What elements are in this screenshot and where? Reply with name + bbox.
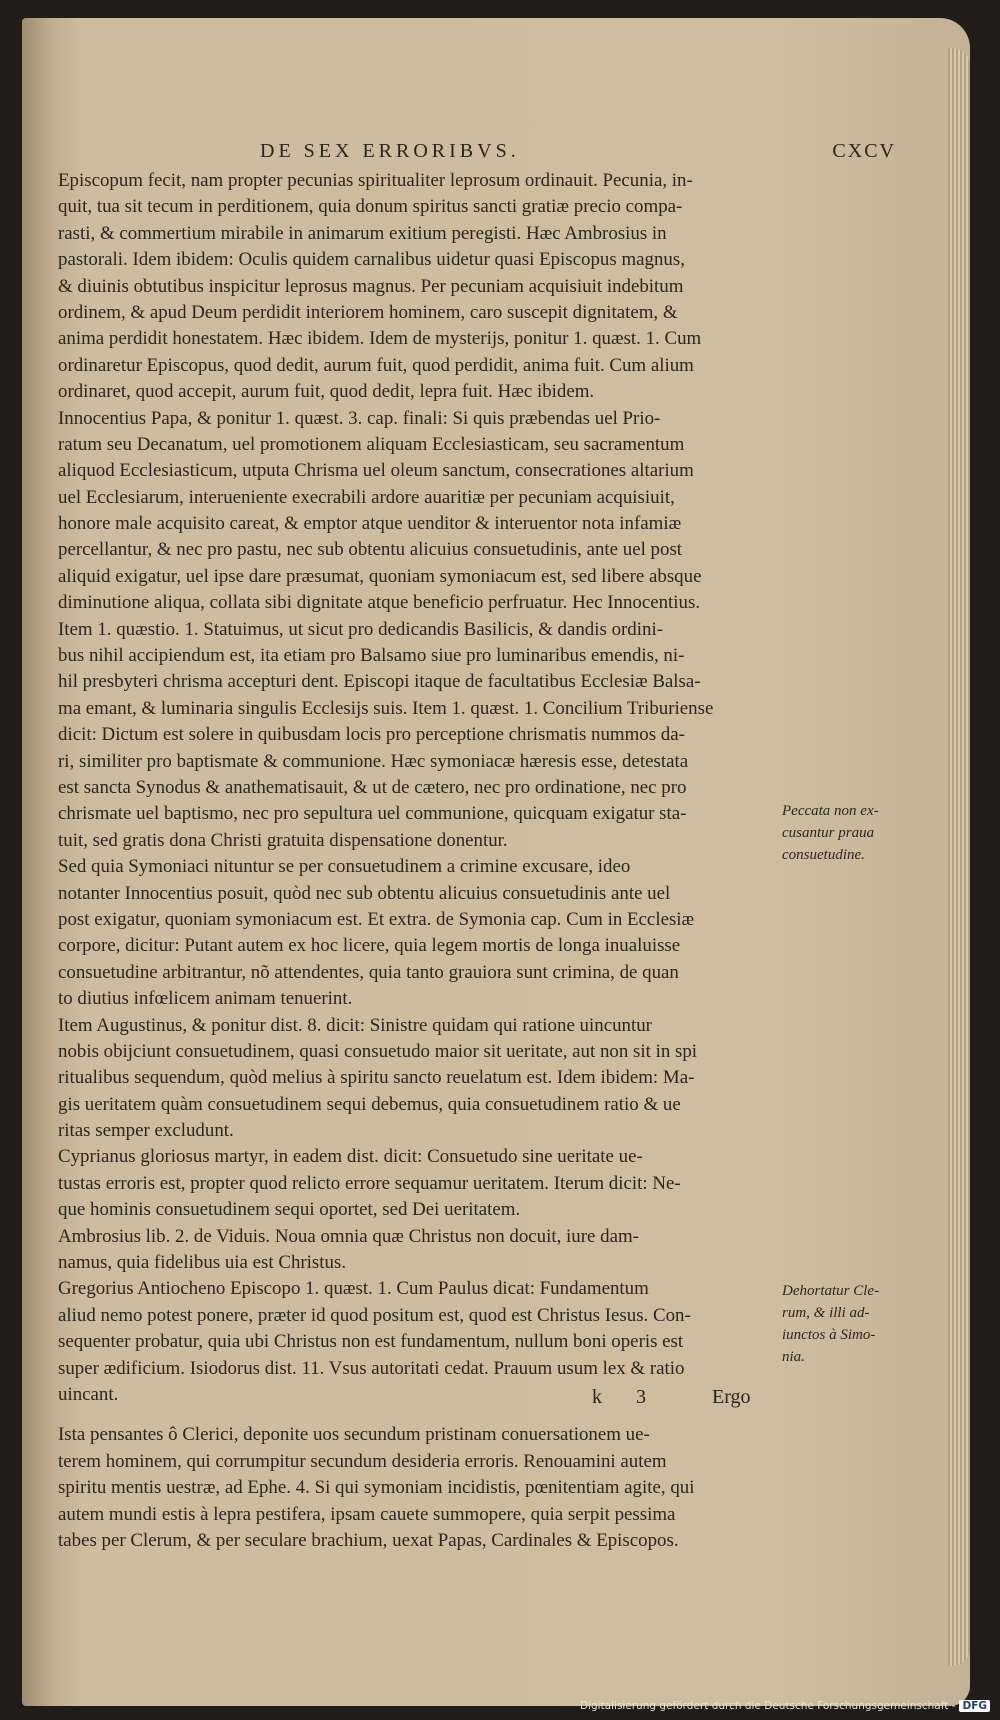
text-line: que hominis consuetudinem sequi oportet, sed Dei ueritatem. — [58, 1199, 521, 1221]
text-line: corpore, dicitur: Putant autem ex hoc licere, quia legem mortis de longa inualuisse — [58, 935, 681, 957]
text-line: ordinaretur Episcopus, quod dedit, aurum fuit, quod perdidit, anima fuit. Cum alium — [58, 354, 694, 376]
text-line: Episcopum fecit, nam propter pecunias spiritualiter leprosum ordinauit. Pecunia, in- — [58, 170, 693, 191]
text-line: Gregorius Antiocheno Episcopo 1. quæst. 1. Cum Paulus dicat: Fundamentum — [58, 1278, 649, 1300]
margin-note-line: Peccata non ex- — [782, 803, 879, 819]
main-text-block — [58, 168, 778, 1554]
text-line: ordinaret, quod accepit, aurum fuit, quod dedit, lepra fuit. Hæc ibidem. — [58, 381, 595, 403]
text-line: ratum seu Decanatum, uel promotionem aliquam Ecclesiasticam, seu sacramentum — [58, 433, 685, 455]
text-line: consuetudine arbitrantur, nõ attendentes, quia tanto grauiora sunt crimina, de quan — [58, 961, 679, 983]
text-line: ma emant, & luminaria singulis Ecclesijs suis. Item 1. quæst. 1. Concilium Triburiense — [58, 697, 714, 719]
text-line: Ista pensantes ô Clerici, deponite uos secundum pristinam conuersationem ue- — [58, 1424, 650, 1446]
text-line: ritas semper excludunt. — [58, 1120, 234, 1142]
text-line: spiritu mentis uestræ, ad Ephe. 4. Si qui symoniam incidistis, pœnitentiam agite, qui — [58, 1477, 695, 1499]
text-line: tabes per Clerum, & per seculare brachium, uexat Papas, Cardinales & Episcopos. — [58, 1529, 679, 1551]
text-line: Innocentius Papa, & ponitur 1. quæst. 3. cap. finali: Si quis præbendas uel Prio- — [58, 407, 661, 429]
signature-mark: k — [592, 1386, 602, 1408]
margin-note-line: cusantur praua — [782, 825, 875, 841]
text-line: diminutione aliqua, collata sibi dignitate atque beneficio perfruatur. Hec Innocentius. — [58, 592, 701, 614]
text-line: sequenter probatur, quia ubi Christus non est fundamentum, nullum boni operis est — [58, 1331, 684, 1353]
text-line: uincant. — [58, 1383, 119, 1405]
text-line: est sancta Synodus & anathematisauit, & ut de cætero, nec pro ordinatione, nec pro — [58, 776, 687, 798]
text-line: Cyprianus gloriosus martyr, in eadem dist. dicit: Consuetudo sine ueritate ue- — [58, 1146, 643, 1168]
text-line: ordinem, & apud Deum perdidit interiorem hominem, caro suscepit dignitatem, & — [58, 301, 678, 323]
text-line: chrismate uel baptismo, nec pro sepultura uel communione, quicquam exigatur sta- — [58, 803, 687, 825]
text-line: tuit, sed gratis dona Christi gratuita dispensatione donentur. — [58, 829, 508, 851]
page-edge — [948, 48, 970, 1666]
dfg-logo: DFG — [959, 1700, 990, 1712]
footer-text: Digitalisierung gefördert durch die Deutsche Forschungsgemeinschaft - — [579, 1700, 956, 1712]
text-line: aliquod Ecclesiasticum, utputa Chrisma uel oleum sanctum, consecrationes altarium — [58, 460, 694, 482]
text-line: honore male acquisito careat, & emptor atque uenditor & interuentor nota infamiæ — [58, 513, 682, 535]
text-line: gis ueritatem quàm consuetudinem sequi debemus, quia consuetudinem ratio & ue — [58, 1093, 681, 1115]
text-line: aliud nemo potest ponere, præter id quod positum est, quod est Christus Iesus. Con- — [58, 1304, 691, 1326]
signature-number: 3 — [636, 1386, 646, 1408]
text-line: percellantur, & nec pro pastu, nec sub obtentu alicuius consuetudinis, ante uel post — [58, 539, 683, 561]
text-line: nobis obijciunt consuetudinem, quasi consuetudo maior sit ueritate, aut non sit in spi — [58, 1040, 698, 1062]
text-line: ritualibus sequendum, quòd melius à spiritu sancto reuelatum est. Idem ibidem: Ma- — [58, 1067, 695, 1089]
text-line: dicit: Dictum est solere in quibusdam locis pro perceptione chrismatis nummos da- — [58, 724, 685, 746]
text-line: tustas erroris est, propter quod relicto errore sequamur ueritatem. Iterum dicit: Ne- — [58, 1172, 681, 1194]
running-title: DE SEX ERRORIBVS. — [260, 140, 520, 162]
text-line: rasti, & commertium mirabile in animarum exitium peregisti. Hæc Ambrosius in — [58, 222, 667, 244]
text-line: anima perdidit honestatem. Hæc ibidem. Idem de mysterijs, ponitur 1. quæst. 1. Cum — [58, 328, 702, 350]
margin-note-line: iunctos à Simo- — [782, 1327, 876, 1343]
margin-note-line: nia. — [782, 1349, 805, 1365]
text-line: bus nihil accipiendum est, ita etiam pro Balsamo siue pro luminaribus emendis, ni- — [58, 645, 685, 667]
text-line: Item Augustinus, & ponitur dist. 8. dicit: Sinistre quidam qui ratione uincuntur — [58, 1014, 652, 1036]
book-page — [22, 18, 970, 1706]
text-line: terem hominem, qui corrumpitur secundum desideria erroris. Renouamini autem — [58, 1450, 667, 1472]
margin-note-line: consuetudine. — [782, 847, 865, 863]
text-line: uel Ecclesiarum, interueniente execrabili ardore auaritiæ per pecuniam acquisiuit, — [58, 486, 675, 508]
margin-note-line: Dehortatur Cle- — [782, 1283, 880, 1299]
text-line: aliquid exigatur, uel ipse dare præsumat, quoniam symoniacum est, sed libere absque — [58, 565, 702, 587]
paragraph-gap — [58, 1408, 778, 1422]
text-line: Sed quia Symoniaci nituntur se per consuetudinem a crimine excusare, ideo — [58, 856, 631, 878]
folio-number: CXCV — [832, 140, 896, 162]
text-line: ri, similiter pro baptismate & communione. Hæc symoniacæ hæresis esse, detestata — [58, 750, 689, 772]
margin-note-2 — [782, 1280, 912, 1368]
digitization-footer — [0, 1700, 990, 1720]
text-line: post exigatur, quoniam symoniacum est. Et extra. de Symonia cap. Cum in Ecclesiæ — [58, 908, 695, 930]
text-line: quit, tua sit tecum in perditionem, quia donum spiritus sancti gratiæ precio compa- — [58, 196, 683, 218]
text-line: pastorali. Idem ibidem: Oculis quidem carnalibus uidetur quasi Episcopus magnus, — [58, 249, 685, 271]
text-line: to diutius infœlicem animam tenuerint. — [58, 988, 353, 1010]
text-line: & diuinis obtutibus inspicitur leprosus magnus. Per pecuniam acquisiuit indebitum — [58, 275, 684, 297]
catchword: Ergo — [712, 1386, 751, 1408]
text-line: namus, quia fidelibus uia est Christus. — [58, 1252, 347, 1274]
text-line: autem mundi estis à lepra pestifera, ipsam cauete summopere, quia serpit pessima — [58, 1503, 676, 1525]
text-line: super ædificium. Isiodorus dist. 11. Vsus autoritati cedat. Prauum usum lex & ratio — [58, 1357, 685, 1379]
margin-note-line: rum, & illi ad- — [782, 1305, 870, 1321]
text-line: hil presbyteri chrisma accepturi dent. Episcopi itaque de facultatibus Ecclesiæ Balsa- — [58, 671, 701, 693]
running-header — [110, 140, 896, 166]
text-line: Ambrosius lib. 2. de Viduis. Noua omnia quæ Christus non docuit, iure dam- — [58, 1225, 639, 1247]
text-line: notanter Innocentius posuit, quòd nec sub obtentu alicuius consuetudinis ante uel — [58, 882, 671, 904]
text-line: Item 1. quæstio. 1. Statuimus, ut sicut pro dedicandis Basilicis, & dandis ordini- — [58, 618, 663, 640]
margin-note-1 — [782, 800, 912, 866]
